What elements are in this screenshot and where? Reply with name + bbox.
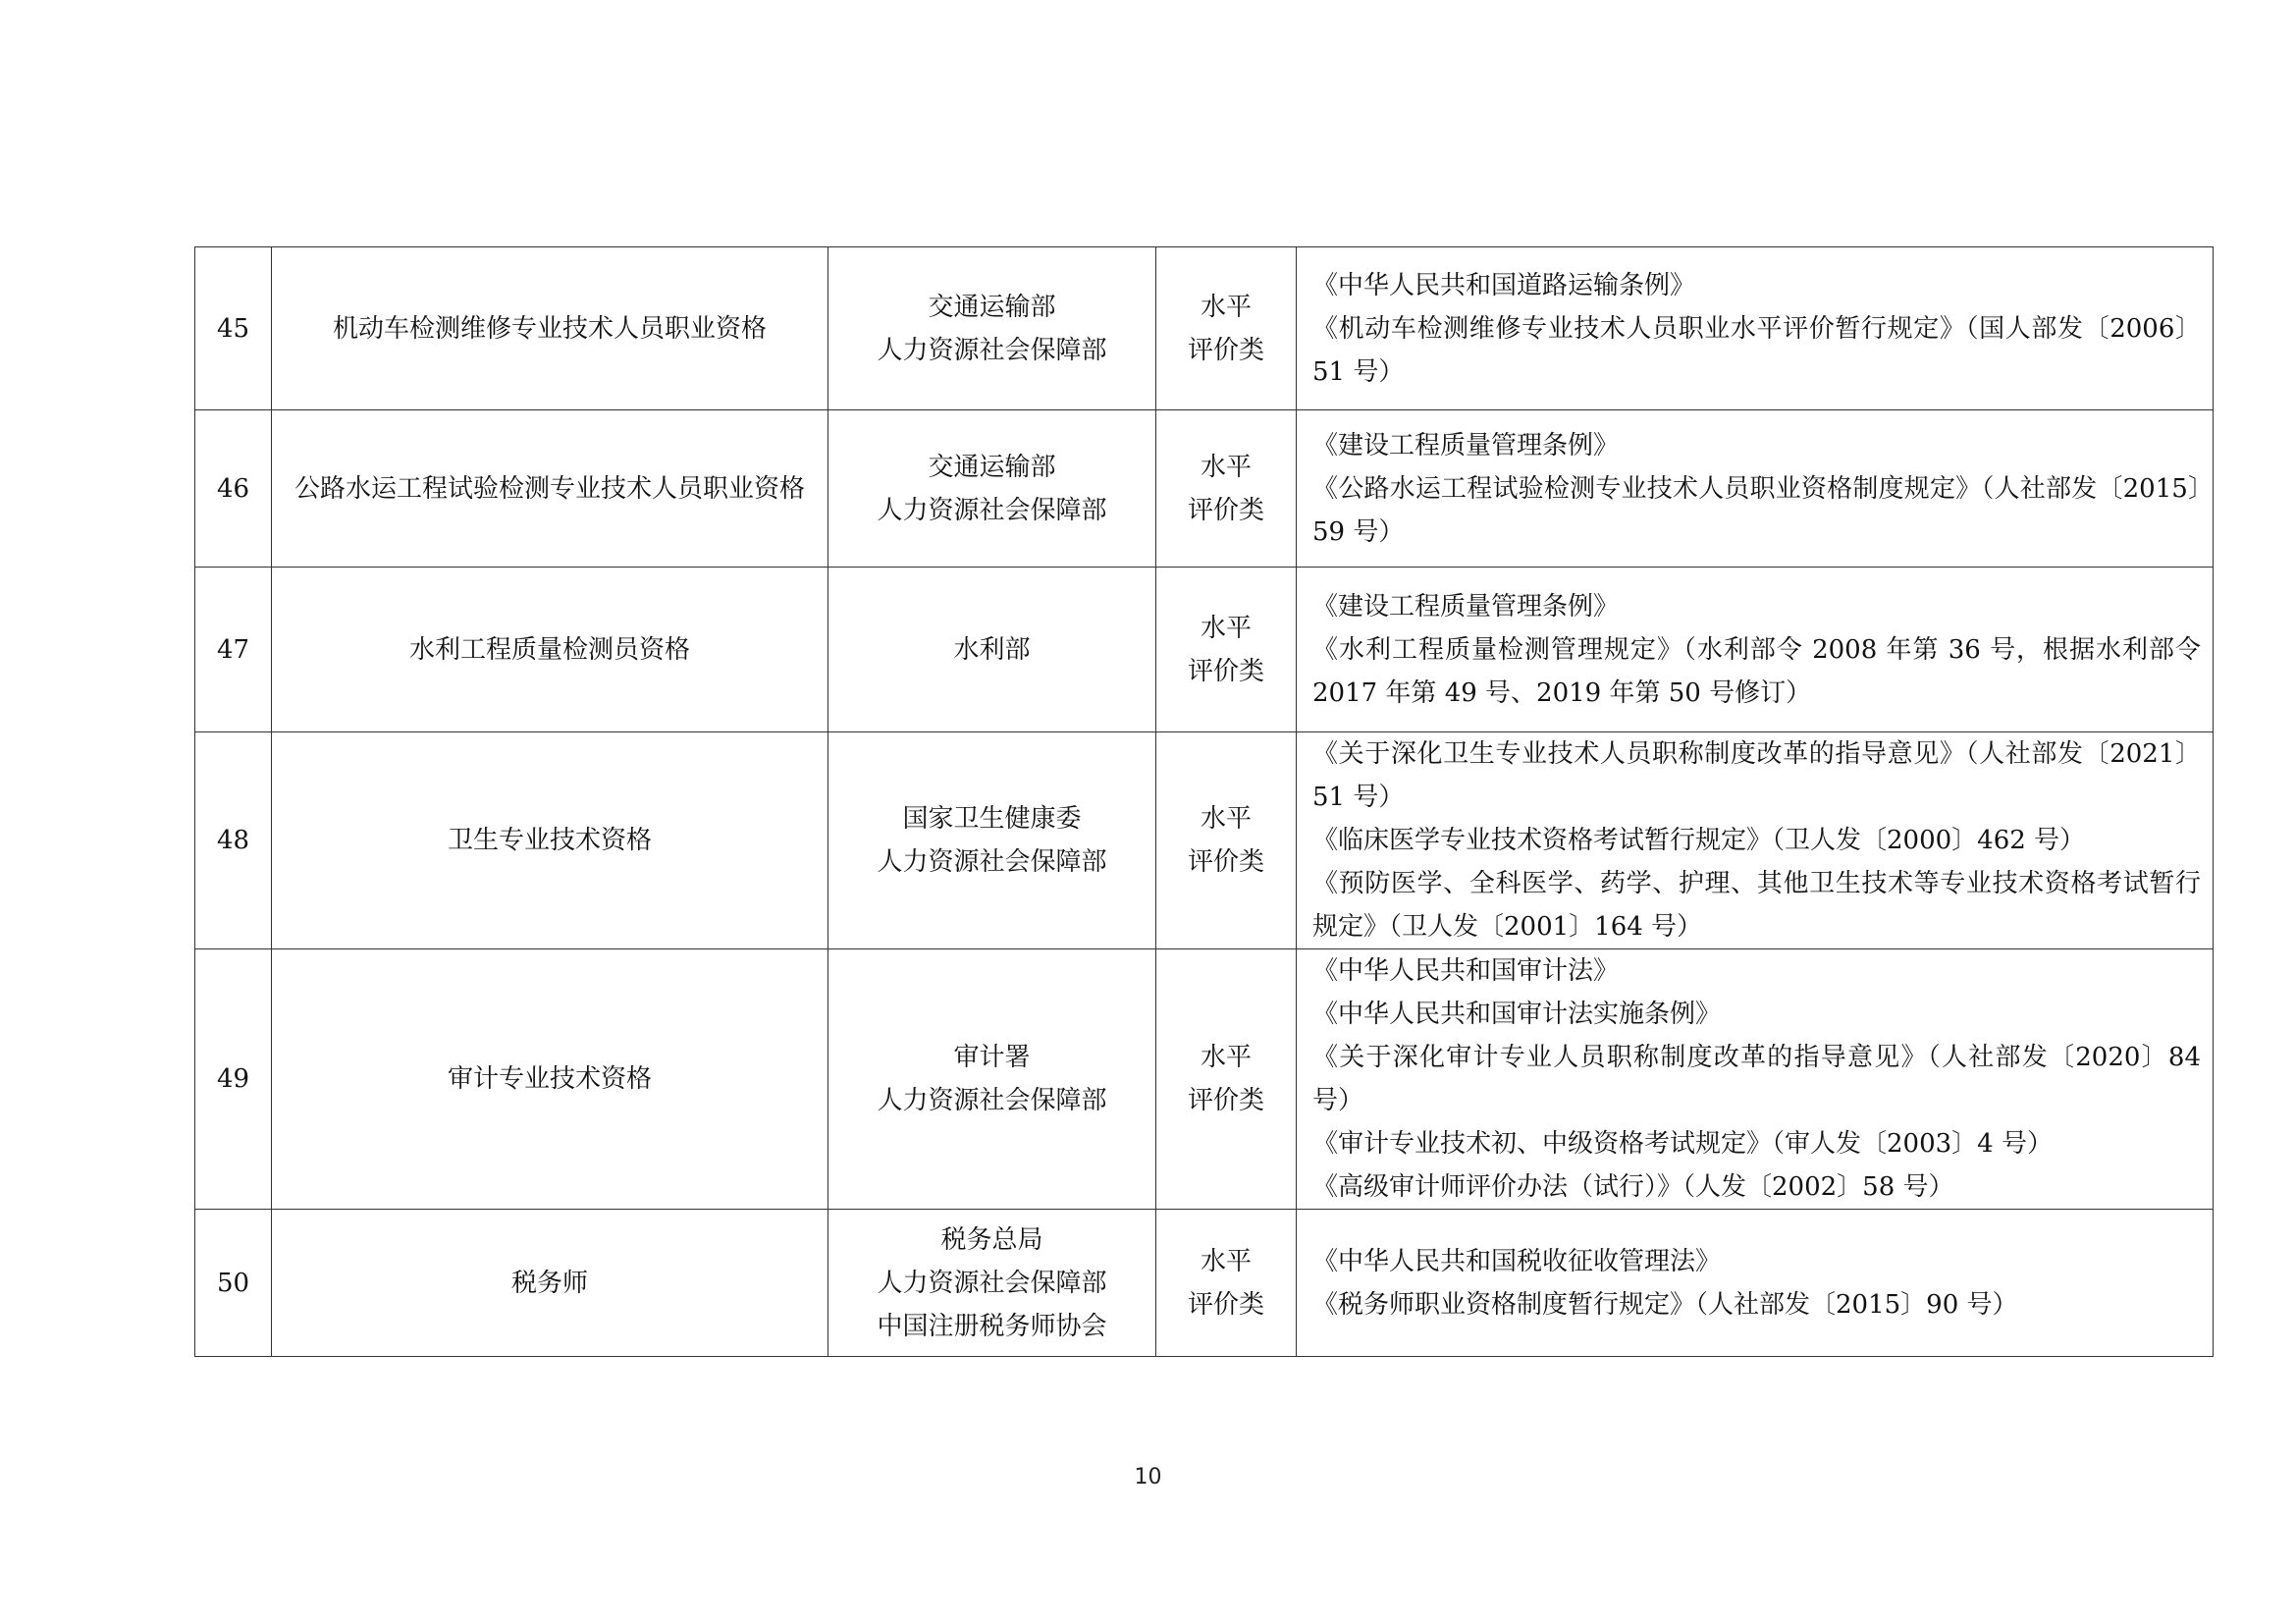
basis-line: 《关于深化审计专业人员职称制度改革的指导意见》（人社部发〔2020〕84 号） bbox=[1312, 1043, 2201, 1115]
basis-cell bbox=[1297, 732, 2214, 949]
qualification-name-text: 公路水运工程试验检测专业技术人员职业资格 bbox=[294, 473, 805, 504]
qualification-name-text: 卫生专业技术资格 bbox=[447, 826, 652, 855]
basis-cell bbox=[1297, 568, 2214, 732]
qualification-name bbox=[272, 410, 828, 568]
qualification-name bbox=[272, 732, 828, 949]
qualification-name-text: 机动车检测维修专业技术人员职业资格 bbox=[332, 313, 767, 344]
qualification-name-text: 水利工程质量检测员资格 bbox=[408, 634, 690, 665]
row-number: 49 bbox=[195, 949, 272, 1210]
basis-line: 《公路水运工程试验检测专业技术人员职业资格制度规定》（人社部发〔2015〕59 号） bbox=[1312, 473, 2201, 547]
department-line: 人力资源社会保障部 bbox=[877, 335, 1107, 365]
type-line: 评价类 bbox=[1187, 1086, 1264, 1115]
qualification-name bbox=[272, 1210, 828, 1357]
type-cell bbox=[1156, 949, 1297, 1210]
basis-cell bbox=[1297, 1210, 2214, 1357]
qualification-name-text: 税务师 bbox=[510, 1268, 588, 1298]
department-line: 人力资源社会保障部 bbox=[877, 1268, 1107, 1298]
type-cell bbox=[1156, 247, 1297, 410]
type-line: 评价类 bbox=[1187, 495, 1264, 525]
table-row bbox=[195, 247, 2214, 410]
basis-line: 《水利工程质量检测管理规定》（水利部令 2008 年第 36 号，根据水利部令 2017 年第 49 号、2019 年第 50 号修订） bbox=[1312, 634, 2201, 708]
type-line: 评价类 bbox=[1187, 335, 1264, 365]
qualification-name-text: 审计专业技术资格 bbox=[447, 1064, 652, 1094]
department-cell bbox=[828, 732, 1156, 949]
type-line: 水平 bbox=[1200, 1246, 1252, 1276]
qualification-name bbox=[272, 247, 828, 410]
basis-line: 《中华人民共和国税收征收管理法》 bbox=[1312, 1246, 1722, 1276]
type-line: 评价类 bbox=[1187, 1289, 1264, 1320]
basis-line: 《高级审计师评价办法（试行）》（人发〔2002〕58 号） bbox=[1312, 1172, 1954, 1202]
basis-line: 《关于深化卫生专业技术人员职称制度改革的指导意见》（人社部发〔2021〕51 号） bbox=[1312, 739, 2201, 812]
basis-line: 《中华人民共和国道路运输条例》 bbox=[1312, 270, 1696, 300]
row-number: 48 bbox=[195, 732, 272, 949]
department-line: 人力资源社会保障部 bbox=[877, 1086, 1107, 1115]
basis-cell bbox=[1297, 410, 2214, 568]
table-row bbox=[195, 410, 2214, 568]
basis-line: 《审计专业技术初、中级资格考试规定》（审人发〔2003〕4 号） bbox=[1312, 1129, 2053, 1159]
table-row bbox=[195, 732, 2214, 949]
row-number: 46 bbox=[195, 410, 272, 568]
department-line: 交通运输部 bbox=[928, 452, 1056, 482]
basis-line: 《建设工程质量管理条例》 bbox=[1312, 430, 1620, 460]
type-line: 水平 bbox=[1200, 613, 1252, 643]
table-row bbox=[195, 949, 2214, 1210]
department-cell bbox=[828, 247, 1156, 410]
page-number: 10 bbox=[1134, 1465, 1162, 1489]
department-cell bbox=[828, 568, 1156, 732]
department-line: 交通运输部 bbox=[928, 292, 1056, 322]
type-line: 水平 bbox=[1200, 452, 1252, 482]
type-cell bbox=[1156, 410, 1297, 568]
basis-line: 《税务师职业资格制度暂行规定》（人社部发〔2015〕90 号） bbox=[1312, 1289, 2018, 1320]
department-line: 人力资源社会保障部 bbox=[877, 847, 1107, 877]
basis-cell bbox=[1297, 949, 2214, 1210]
type-line: 评价类 bbox=[1187, 656, 1264, 686]
table-body bbox=[195, 247, 2214, 1357]
qualification-name bbox=[272, 949, 828, 1210]
department-line: 人力资源社会保障部 bbox=[877, 495, 1107, 525]
department-line: 中国注册税务师协会 bbox=[877, 1311, 1107, 1341]
basis-line: 《中华人民共和国审计法实施条例》 bbox=[1312, 1000, 1722, 1029]
department-line: 审计署 bbox=[953, 1043, 1031, 1072]
type-cell bbox=[1156, 1210, 1297, 1357]
basis-line: 《中华人民共和国审计法》 bbox=[1312, 956, 1620, 986]
table-row bbox=[195, 568, 2214, 732]
type-cell bbox=[1156, 732, 1297, 949]
basis-line: 《建设工程质量管理条例》 bbox=[1312, 591, 1620, 622]
type-line: 水平 bbox=[1200, 292, 1252, 322]
basis-line: 《临床医学专业技术资格考试暂行规定》（卫人发〔2000〕462 号） bbox=[1312, 826, 2086, 855]
row-number: 50 bbox=[195, 1210, 272, 1357]
row-number: 47 bbox=[195, 568, 272, 732]
department-cell bbox=[828, 410, 1156, 568]
department-line: 税务总局 bbox=[940, 1224, 1043, 1255]
qualification-table bbox=[194, 246, 2214, 1357]
type-cell bbox=[1156, 568, 1297, 732]
department-line: 水利部 bbox=[953, 634, 1031, 665]
basis-line: 《机动车检测维修专业技术人员职业水平评价暂行规定》（国人部发〔2006〕51 号） bbox=[1312, 313, 2201, 387]
type-line: 水平 bbox=[1200, 1043, 1252, 1072]
type-line: 评价类 bbox=[1187, 847, 1264, 877]
department-cell bbox=[828, 1210, 1156, 1357]
row-number: 45 bbox=[195, 247, 272, 410]
table-row bbox=[195, 1210, 2214, 1357]
type-line: 水平 bbox=[1200, 804, 1252, 834]
basis-cell bbox=[1297, 247, 2214, 410]
qualification-name bbox=[272, 568, 828, 732]
basis-line: 《预防医学、全科医学、药学、护理、其他卫生技术等专业技术资格考试暂行规定》（卫人发〔2001〕164 号） bbox=[1312, 869, 2201, 942]
department-line: 国家卫生健康委 bbox=[902, 804, 1082, 834]
department-cell bbox=[828, 949, 1156, 1210]
